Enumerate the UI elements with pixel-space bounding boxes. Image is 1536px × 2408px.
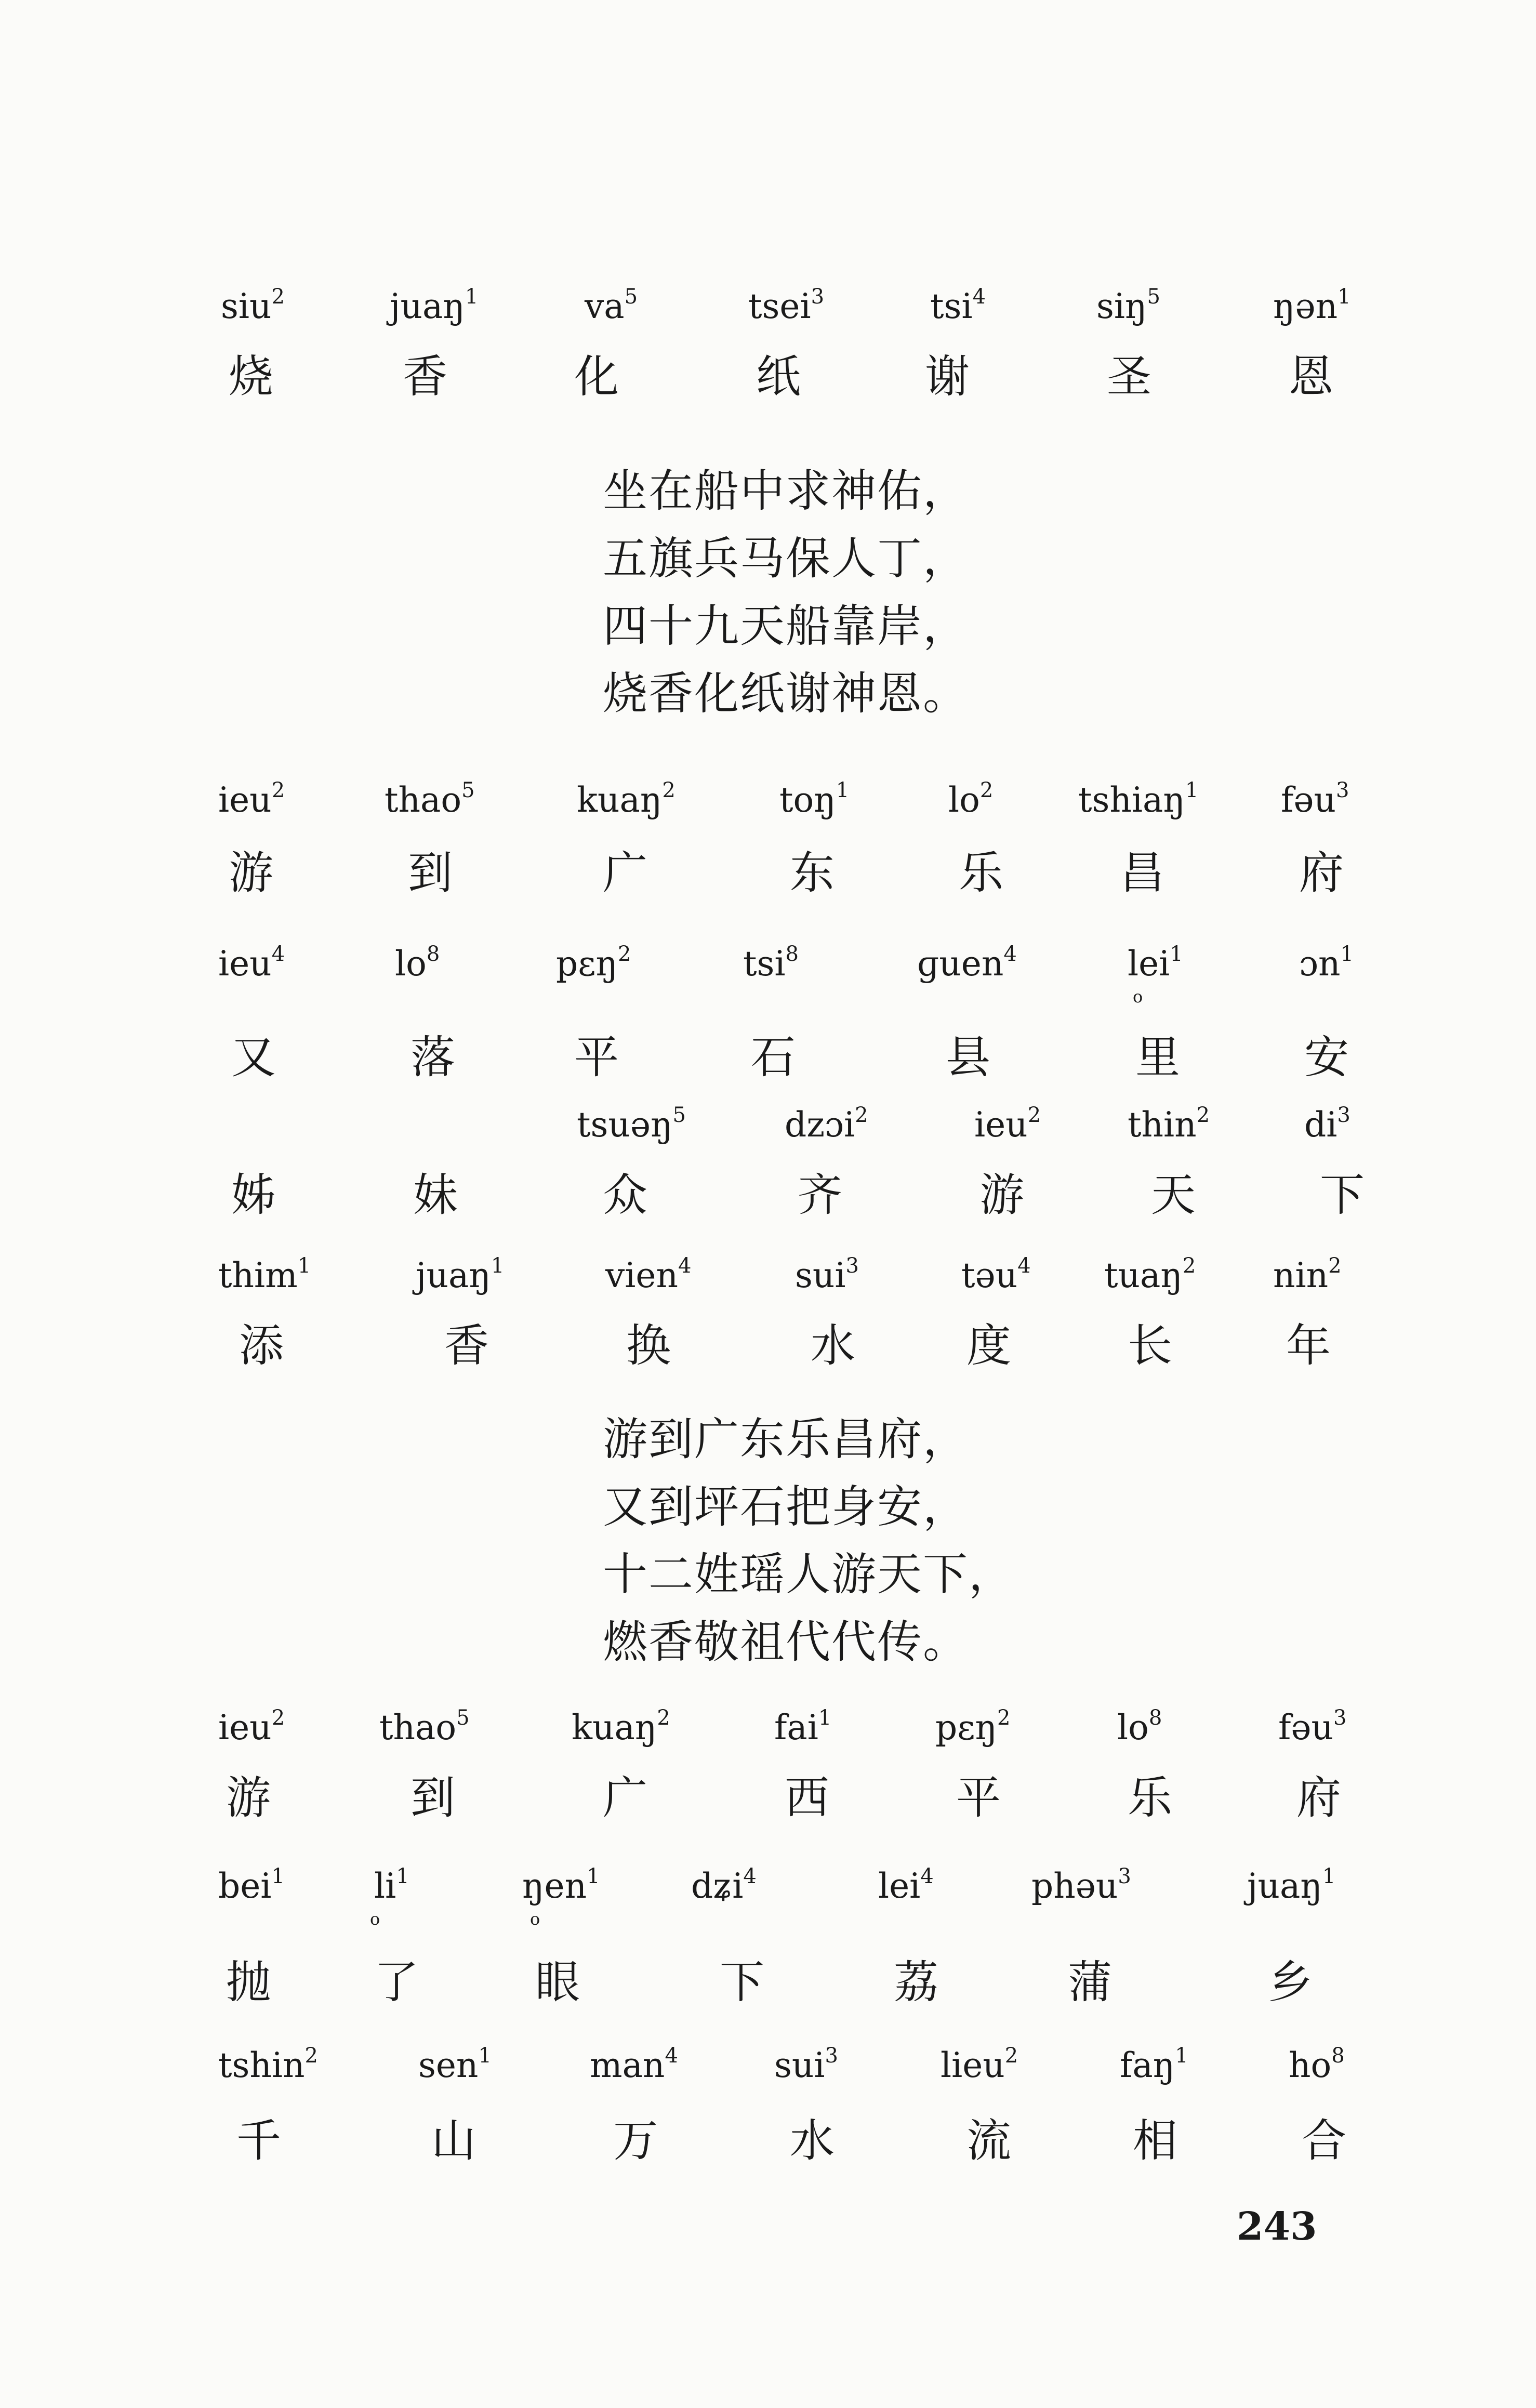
hanzi: 香 [403, 351, 447, 403]
syllable: bei$^1$ [218, 1864, 285, 1906]
syllable: vien$^4$ [605, 1254, 692, 1295]
hanzi: 圣 [1107, 351, 1151, 403]
syllable: thim$^1$ [218, 1254, 311, 1295]
hanzi: 下 [1320, 1169, 1365, 1221]
hanzi: 游 [229, 847, 273, 899]
syllable: $li^1$ [374, 1864, 409, 1906]
circle-mark: o [1133, 987, 1143, 1007]
syllable: təu$^4$ [961, 1254, 1031, 1295]
verse-line: 烧香化纸谢神恩。 [603, 668, 969, 720]
hanzi: 烧 [229, 351, 273, 403]
syllable: fəu$^3$ [1281, 778, 1349, 820]
hanzi: 乐 [1128, 1772, 1172, 1824]
hanzi: 县 [946, 1031, 990, 1083]
hanzi: 落 [411, 1031, 455, 1083]
syllable: ɔn$^1$ [1299, 942, 1354, 984]
hanzi: 府 [1296, 1772, 1341, 1824]
circle-mark: o [530, 1909, 540, 1929]
hanzi: 相 [1133, 2115, 1177, 2167]
verse-line: 十二姓瑶人游天下， [603, 1549, 1014, 1600]
hanzi: 下 [720, 1956, 764, 2008]
hanzi: 东 [790, 847, 835, 899]
syllable: pɛŋ$^2$ [935, 1706, 1011, 1748]
hanzi: 众 [603, 1169, 647, 1221]
verse-stanza-2 [603, 1406, 1014, 1676]
page-number: 243 [1237, 2204, 1317, 2249]
verse-line: 又到坪石把身安， [603, 1481, 969, 1533]
verse-line: 游到广东乐昌府， [603, 1413, 969, 1465]
hanzi: 换 [626, 1320, 671, 1372]
hanzi: 流 [966, 2115, 1011, 2167]
syllable: ŋən$^1$ [1273, 285, 1351, 326]
hanzi: 眼 [535, 1956, 580, 2008]
hanzi-line-2 [0, 844, 1536, 902]
syllable: man$^4$ [590, 2044, 678, 2085]
syllable: ieu$^4$ [218, 942, 285, 984]
syllable: kuaŋ$^2$ [572, 1706, 670, 1748]
syllable: toŋ$^1$ [779, 778, 850, 820]
hanzi: 度 [966, 1320, 1011, 1372]
syllable: sui$^3$ [795, 1254, 859, 1295]
syllable: lieu$^2$ [941, 2044, 1018, 2085]
syllable: tsei$^3$ [748, 285, 825, 326]
hanzi: 广 [603, 1772, 647, 1824]
syllable: $lo^2$ [948, 778, 994, 820]
hanzi: 水 [790, 2115, 835, 2167]
hanzi: 了 [374, 1956, 419, 2008]
syllable: ŋen$^1$ [522, 1864, 600, 1906]
hanzi: 平 [574, 1031, 619, 1083]
syllable: tsi$^8$ [743, 942, 799, 984]
syllable: tuaŋ$^2$ [1104, 1254, 1196, 1295]
syllable: sen$^1$ [418, 2044, 492, 2085]
hanzi: 恩 [1289, 351, 1333, 403]
hanzi: 平 [956, 1772, 1001, 1824]
syllable: lei$^4$ [878, 1864, 934, 1906]
verse-line: 坐在船中求神佑， [603, 465, 969, 517]
hanzi: 长 [1128, 1320, 1172, 1372]
hanzi: 又 [231, 1031, 276, 1083]
hanzi: 千 [236, 2115, 281, 2167]
romanization-line-7 [0, 1863, 1536, 1929]
syllable: juaŋ$^1$ [416, 1254, 505, 1295]
verse-line: 四十九天船靠岸， [603, 600, 969, 652]
circle-mark: o [370, 1909, 380, 1929]
hanzi: 谢 [925, 351, 970, 403]
hanzi: 乡 [1268, 1956, 1313, 2008]
hanzi: 添 [239, 1320, 284, 1372]
syllable: fai$^1$ [774, 1706, 832, 1748]
syllable: $va^5$ [585, 285, 638, 326]
hanzi: 万 [613, 2115, 658, 2167]
hanzi: 香 [444, 1320, 489, 1372]
romanization-line-4 [0, 1102, 1536, 1159]
syllable: thao$^5$ [379, 1706, 470, 1748]
hanzi: 妹 [413, 1169, 458, 1221]
hanzi: 里 [1135, 1031, 1180, 1083]
romanization-line-5 [0, 1252, 1536, 1309]
hanzi: 广 [603, 847, 647, 899]
hanzi: 抛 [226, 1956, 271, 2008]
hanzi-line-7 [0, 1954, 1536, 2011]
syllable: faŋ$^1$ [1120, 2044, 1188, 2085]
hanzi: 荔 [894, 1956, 938, 2008]
syllable: kuaŋ$^2$ [577, 778, 676, 820]
romanization-line-8 [0, 2042, 1536, 2099]
hanzi: 年 [1286, 1320, 1331, 1372]
syllable: tsuəŋ$^5$ [577, 1103, 686, 1145]
syllable: tshiaŋ$^1$ [1078, 778, 1199, 820]
romanization-line-2 [0, 777, 1536, 834]
syllable: tshin$^2$ [218, 2044, 318, 2085]
hanzi: 化 [574, 351, 619, 403]
hanzi-line-4 [0, 1167, 1536, 1224]
syllable: $ho^8$ [1289, 2044, 1345, 2085]
hanzi: 乐 [959, 847, 1003, 899]
hanzi: 游 [979, 1169, 1024, 1221]
syllable: ieu$^2$ [218, 1706, 285, 1748]
syllable: $lo^8$ [395, 942, 440, 984]
romanization-line-6 [0, 1704, 1536, 1762]
verse-stanza-1 [603, 457, 969, 727]
hanzi: 天 [1151, 1169, 1196, 1221]
syllable: tsi$^4$ [930, 285, 986, 326]
syllable: ieu$^2$ [974, 1103, 1041, 1145]
hanzi: 水 [811, 1320, 855, 1372]
romanization-line-1 [0, 283, 1536, 340]
syllable: phəu$^3$ [1031, 1864, 1131, 1906]
syllable: fəu$^3$ [1278, 1706, 1347, 1748]
hanzi-line-8 [0, 2112, 1536, 2169]
romanization-line-3 [0, 941, 1536, 1007]
hanzi: 石 [751, 1031, 796, 1083]
hanzi-line-6 [0, 1769, 1536, 1827]
syllable: $di^3$ [1304, 1103, 1350, 1145]
syllable: $lo^8$ [1117, 1706, 1162, 1748]
syllable: ieu$^2$ [218, 778, 285, 820]
hanzi: 西 [785, 1772, 829, 1824]
hanzi: 到 [411, 1772, 455, 1824]
hanzi-line-1 [0, 348, 1536, 405]
syllable: lei$^1$ [1128, 942, 1183, 984]
hanzi: 蒲 [1068, 1956, 1113, 2008]
verse-line: 五旗兵马保人丁， [603, 533, 969, 585]
hanzi: 昌 [1120, 847, 1164, 899]
hanzi: 府 [1299, 847, 1344, 899]
hanzi: 游 [226, 1772, 271, 1824]
syllable: thin$^2$ [1128, 1103, 1210, 1145]
syllable: ɡuen$^4$ [917, 942, 1017, 984]
hanzi: 合 [1302, 2115, 1346, 2167]
hanzi-line-5 [0, 1317, 1536, 1374]
hanzi: 山 [431, 2115, 476, 2167]
hanzi-line-3 [0, 1029, 1536, 1086]
syllable: dzɔi$^2$ [785, 1103, 868, 1145]
hanzi: 姊 [231, 1169, 276, 1221]
hanzi: 到 [408, 847, 453, 899]
hanzi: 安 [1304, 1031, 1349, 1083]
syllable: nin$^2$ [1273, 1254, 1342, 1295]
syllable: thao$^5$ [385, 778, 475, 820]
syllable: siŋ$^5$ [1096, 285, 1160, 326]
syllable: juaŋ$^1$ [390, 285, 479, 326]
syllable: pɛŋ$^2$ [556, 942, 631, 984]
syllable: dʑi$^4$ [691, 1864, 757, 1906]
hanzi: 纸 [756, 351, 801, 403]
syllable: sui$^3$ [774, 2044, 838, 2085]
syllable: siu$^2$ [221, 285, 285, 326]
hanzi: 齐 [798, 1169, 842, 1221]
verse-line: 燃香敬祖代代传。 [603, 1616, 969, 1668]
syllable: juaŋ$^1$ [1247, 1864, 1336, 1906]
